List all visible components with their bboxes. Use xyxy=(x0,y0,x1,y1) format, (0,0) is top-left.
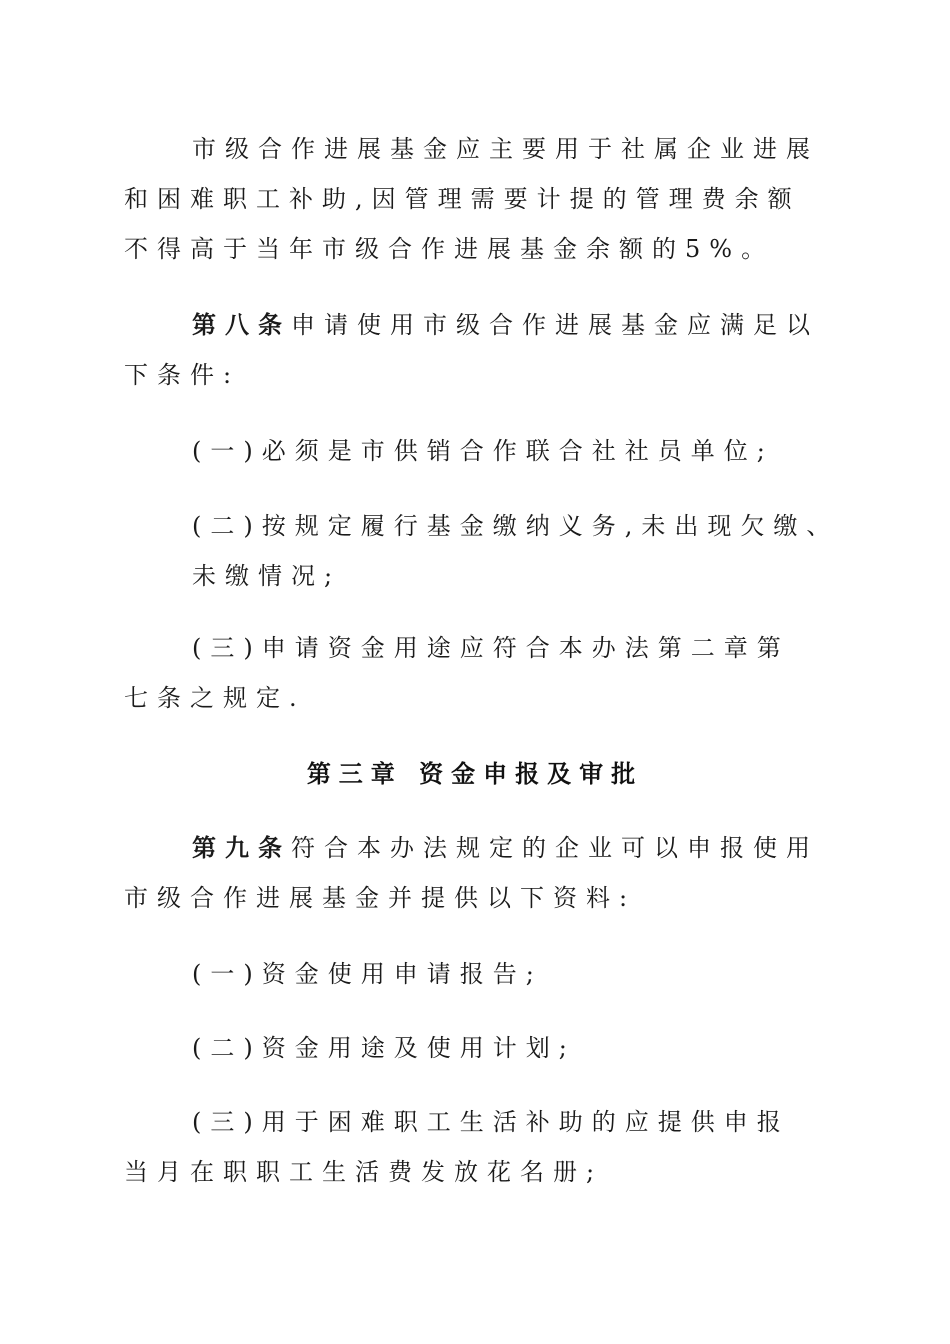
list-item-continuation: 未缴情况; xyxy=(192,562,342,590)
paragraph-line: 下条件: xyxy=(124,361,241,389)
list-item-continuation: 当月在职职工生活费发放花名册; xyxy=(124,1158,604,1186)
chapter-heading: 第三章 资金申报及审批 xyxy=(306,760,644,788)
article-label: 第九条 xyxy=(192,834,291,862)
paragraph-line: 市级合作进展基金应主要用于社属企业进展 xyxy=(192,135,819,163)
paragraph-line: 市级合作进展基金并提供以下资料: xyxy=(124,884,637,912)
article-label: 第八条 xyxy=(192,311,291,339)
paragraph-line: 和困难职工补助,因管理需要计提的管理费余额 xyxy=(124,185,801,213)
article-text: 符合本办法规定的企业可以申报使用 xyxy=(291,834,819,862)
list-item: (一)资金使用申请报告; xyxy=(192,960,543,988)
paragraph-line: 不得高于当年市级合作进展基金余额的5%。 xyxy=(124,235,775,263)
list-item: (三)用于困难职工生活补助的应提供申报 xyxy=(192,1108,790,1136)
article-text: 申请使用市级合作进展基金应满足以 xyxy=(291,311,819,339)
article-9-line xyxy=(192,832,819,864)
list-item-continuation: 七条之规定. xyxy=(124,684,306,712)
list-item: (二)按规定履行基金缴纳义务,未出现欠缴、 xyxy=(192,512,840,540)
list-item: (二)资金用途及使用计划; xyxy=(192,1034,576,1062)
list-item: (一)必须是市供销合作联合社社员单位; xyxy=(192,437,774,465)
list-item: (三)申请资金用途应符合本办法第二章第 xyxy=(192,634,790,662)
article-8-line xyxy=(192,309,819,341)
